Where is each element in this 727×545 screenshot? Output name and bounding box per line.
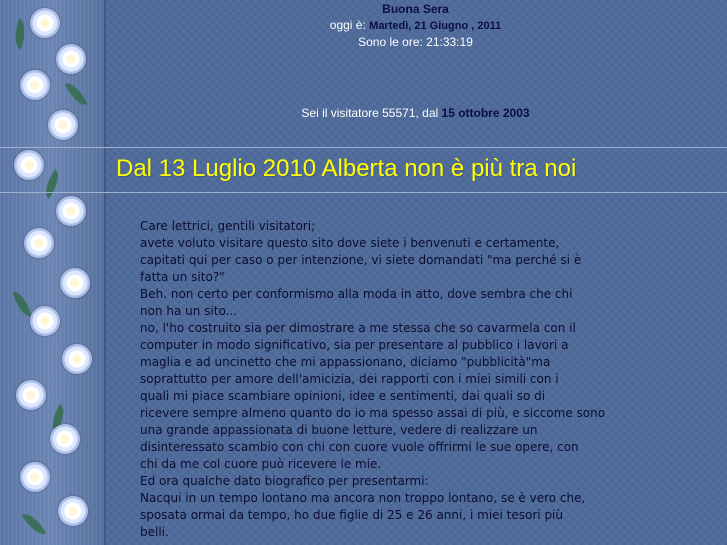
today-label: oggi è:	[329, 18, 366, 32]
welcome-letter	[140, 218, 660, 541]
visitor-since-date: 15 ottobre 2003	[441, 106, 530, 120]
flower-icon	[30, 8, 60, 38]
leaf-icon	[65, 79, 88, 109]
letter-line: chi da me col cuore può ricevere le mie.	[140, 457, 382, 471]
letter-line: una grande appassionata di buone letture, vedere di realizzare un	[140, 423, 538, 437]
letter-line: Ed ora qualche dato biografico per presentarmi:	[140, 474, 429, 488]
flower-icon	[20, 70, 50, 100]
leaf-icon	[10, 19, 31, 49]
flower-icon	[14, 150, 44, 180]
page-header	[104, 0, 727, 50]
today-line	[104, 17, 727, 34]
letter-line: non ha un sito...	[140, 304, 238, 318]
flower-icon	[56, 196, 86, 226]
letter-line: ricevere sempre almeno quanto do io ma spesso assai di più, e siccome sono	[140, 406, 606, 420]
floral-border	[0, 0, 106, 545]
letter-line: belli.	[140, 525, 169, 539]
letter-line: Care lettrici, gentili visitatori;	[140, 219, 316, 233]
divider-top	[0, 147, 727, 148]
today-date: Martedì, 21 Giugno , 2011	[369, 20, 502, 32]
letter-line: capitati qui per caso o per intenzione, vi siete domandati "ma perché si è	[140, 253, 582, 267]
flower-icon	[30, 306, 60, 336]
flower-icon	[16, 380, 46, 410]
flower-icon	[60, 268, 90, 298]
flower-icon	[20, 462, 50, 492]
letter-line: Nacqui in un tempo lontano ma ancora non troppo lontano, se è vero che,	[140, 491, 586, 505]
leaf-icon	[13, 289, 32, 319]
memorial-heading: Dal 13 Luglio 2010 Alberta non è più tra noi	[116, 155, 577, 182]
letter-line: quali mi piace scambiare opinioni, idee e sentimenti, dai quali so di	[140, 389, 546, 403]
letter-line: sposata ormai da tempo, ho due figlie di 25 e 26 anni, i miei tesori più	[140, 508, 563, 522]
letter-line: soprattutto per amore dell'amicizia, dei rapporti con i miei simili con i	[140, 372, 559, 386]
visitor-counter	[104, 106, 727, 120]
flower-icon	[48, 110, 78, 140]
flower-icon	[50, 424, 80, 454]
letter-line: maglia e ad uncinetto che mi appassionano, diciamo "pubblicità"ma	[140, 355, 551, 369]
flower-icon	[24, 228, 54, 258]
letter-line: no, l'ho costruito sia per dimostrare a me stessa che so cavarmela con il	[140, 321, 576, 335]
flower-icon	[56, 44, 86, 74]
leaf-icon	[39, 169, 65, 199]
letter-line: fatta un sito?"	[140, 270, 225, 284]
divider-bottom	[0, 192, 727, 193]
visitor-prefix: Sei il visitatore 55571, dal	[301, 106, 439, 120]
leaf-icon	[22, 509, 46, 539]
flower-icon	[58, 496, 88, 526]
clock-text: Sono le ore: 21:33:19	[358, 35, 473, 49]
letter-line: avete voluto visitare questo sito dove siete i benvenuti e certamente,	[140, 236, 560, 250]
letter-line: Beh. non certo per conformismo alla moda in atto, dove sembra che chi	[140, 287, 573, 301]
flower-icon	[62, 344, 92, 374]
greeting-text: Buona Sera	[382, 2, 449, 16]
letter-line: computer in modo significativo, sia per presentare al pubblico i lavori a	[140, 338, 569, 352]
letter-line: disinteressato scambio con chi con cuore vuole offrirmi le sue opere, con	[140, 440, 579, 454]
